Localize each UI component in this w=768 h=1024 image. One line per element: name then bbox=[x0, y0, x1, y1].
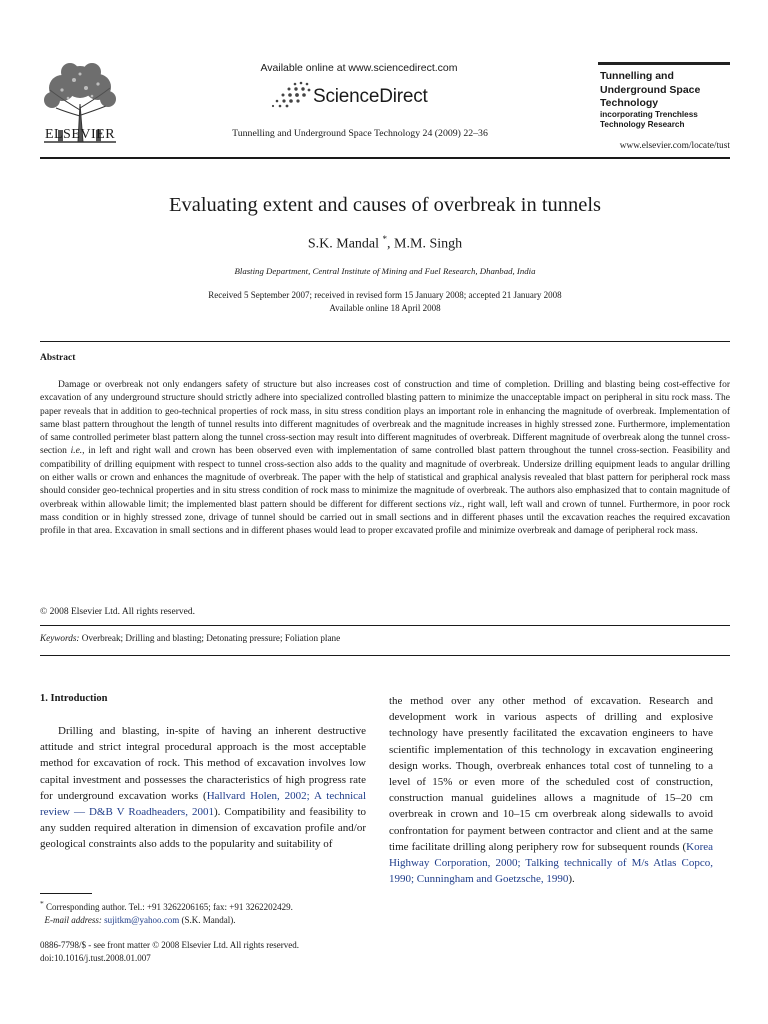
keywords-line bbox=[40, 633, 340, 643]
paragraph-text: the method over any other method of excavation. Research and development work in various aspects of drilling and explosive technology have presently facilitated the excavation engineers to have scientific implementation of this technology in excavation engineering design works. Though, overbreak enhances total cost of tunneling to a level of 15% or even more of the scheduled cost of construction, construction manual guidelines allows a magnitude of 15–20 cm overbreak in crown and 10–15 cm overbreak along sidewalls to avoid confrontation for payment between contractor and client and at the same time facilitate drilling along periphery row for subsequent rounds ( bbox=[389, 695, 713, 853]
journal-name-line: Tunnelling and bbox=[600, 70, 674, 82]
copyright-line: © 2008 Elsevier Ltd. All rights reserved. bbox=[40, 607, 195, 617]
citation-link[interactable]: Korea Highway Corporation, 2000; Talking technically of M/s Atlas Copco, 1990; Cunningham and Goetzsche, 1990 bbox=[389, 840, 713, 886]
intro-paragraph-left bbox=[40, 723, 366, 853]
keywords-top-rule bbox=[40, 625, 730, 626]
doi-line[interactable]: doi:10.1016/j.tust.2008.01.007 bbox=[40, 953, 151, 963]
paragraph-text: Drilling and blasting, in-spite of having an inherent destructive attitude and strict integral procedural approach is the most acceptable method for excavation of rock. This method of excavation involves low capital investment and possesses the characteristics of high progress rate for underground excavation works ( bbox=[40, 725, 366, 802]
available-online-text: Available online at www.sciencedirect.com bbox=[260, 62, 458, 74]
author-name[interactable]: S.K. Mandal bbox=[307, 236, 380, 252]
journal-box-subtitle bbox=[600, 110, 735, 130]
email-link[interactable]: sujitkm@yahoo.com bbox=[104, 914, 180, 925]
issn-line: 0886-7798/$ - see front matter © 2008 Elsevier Ltd. All rights reserved. bbox=[40, 940, 300, 950]
sciencedirect-dots-icon bbox=[265, 80, 311, 108]
journal-box-rule bbox=[598, 62, 730, 65]
abstract-top-rule bbox=[40, 341, 730, 342]
publisher-name: ELSEVIER bbox=[44, 127, 116, 142]
abstract-text-segment: , in left and right wall and crown has been observed even with implementation of same controlled blast pattern throughout the tunnel cross-section. Feasibility and compatibility of drilling equipment with respect to tunnel cross-section also adds to the quality and magnitude of overbreak. Undersize drilling equipment leads to angular drilling on either walls or crown and enhances the magnitude of overbreak. The paper with the help of statistical and graphical analysis revealed that blast pattern for peripheral rock mass should consider geo-technical properties and in situ stress condition of rock mass to minimize the magnitude of overbreak. The authors also emphasized that to contain magnitude of overbreak within allowable limit; the implemented blast pattern should be different for different sections bbox=[40, 446, 730, 510]
sciencedirect-wordmark: ScienceDirect bbox=[313, 86, 428, 107]
author-name[interactable]: M.M. Singh bbox=[394, 236, 463, 252]
footnote-corresponding bbox=[40, 898, 370, 914]
abstract-bottom-rule bbox=[40, 655, 730, 656]
corresponding-author-mark[interactable]: * bbox=[382, 234, 388, 244]
paragraph-text: ). Compatibility and feasibility to any sudden required alteration in dimension of excavation profile and/or geological constraints also adds to the popularity and suitability of bbox=[40, 806, 366, 851]
affiliation: Blasting Department, Central Institute of Mining and Fuel Research, Dhanbad, India bbox=[234, 266, 536, 276]
footnote-email bbox=[40, 914, 370, 927]
journal-box-name bbox=[600, 70, 735, 111]
intro-paragraph-right bbox=[389, 693, 713, 887]
received-dates: Received 5 September 2007; received in revised form 15 January 2008; accepted 21 January 2008 bbox=[208, 290, 562, 300]
article-title: Evaluating extent and causes of overbreak in tunnels bbox=[168, 194, 602, 216]
citation-link[interactable]: Hallvard Holen, 2002; A technical review — D&B V Roadheaders, 2001 bbox=[40, 789, 366, 819]
front-matter bbox=[40, 939, 370, 965]
author-separator: , bbox=[387, 236, 395, 252]
abstract-text bbox=[40, 379, 730, 539]
abstract-heading: Abstract bbox=[40, 353, 76, 363]
available-online-date: Available online 18 April 2008 bbox=[329, 302, 441, 313]
author-list bbox=[40, 234, 730, 253]
article-history bbox=[40, 289, 730, 314]
abstract-text-segment: ., right wall, left wall and crown of tunnel. Furthermore, in poor rock mass condition or in highly stressed zone, drivage of tunnel should be carried out in small sections and in different phases until the excavation reaches the required excavation profile in that area. Excavation in small sections and in different phases would lead to proper excavated profile and minimize overbreak and damage of peripheral rock mass. bbox=[40, 499, 730, 537]
keywords-list: Overbreak; Drilling and blasting; Detonating pressure; Foliation plane bbox=[81, 633, 341, 643]
header-divider bbox=[40, 157, 730, 159]
journal-subtitle-line: Technology Research bbox=[600, 120, 685, 129]
abstract-italic-term: i.e. bbox=[70, 446, 83, 457]
footnote-contact: Corresponding author. Tel.: +91 3262206165; fax: +91 3262202429. bbox=[46, 902, 293, 912]
journal-name-line: Underground Space bbox=[600, 83, 701, 96]
journal-subtitle-line: incorporating Trenchless bbox=[600, 110, 698, 119]
abstract-text-segment: Damage or overbreak not only endangers safety of structure but also increases cost of construction and time of completion. Drilling and blasting being cost-effective for excavation of any underground structure should strictly adhere into specialized controlled blasting pattern to minimize the unacceptable impact on peripheral in situ rock mass. The paper reveals that in addition to geo-technical properties of rock mass, in situ stress condition plays an important role in enhancing the magnitude of overbreak. Implementation of same blast pattern throughout the length of tunnel results into different magnitudes of overbreak and the magnitude increases in highly stressed zone. Furthermore, implementation of same controlled perimeter blast pattern along the tunnel cross-section may result into different magnitudes of overbreak. Different magnitude of overbreak along the tunnel cross-section bbox=[40, 380, 730, 457]
footnote-rule bbox=[40, 893, 92, 894]
journal-name-line: Technology bbox=[600, 97, 659, 109]
abstract-italic-term: viz bbox=[449, 499, 460, 510]
journal-citation: Tunnelling and Underground Space Technology 24 (2009) 22–36 bbox=[232, 128, 488, 139]
section-heading: 1. Introduction bbox=[40, 693, 108, 704]
footnote-mark: * bbox=[40, 899, 44, 908]
journal-url-link[interactable]: www.elsevier.com/locate/tust bbox=[619, 141, 730, 151]
keywords-label: Keywords: bbox=[40, 633, 80, 643]
paragraph-text: ). bbox=[568, 873, 575, 886]
email-label: E-mail address: bbox=[44, 914, 102, 925]
email-owner: (S.K. Mandal). bbox=[181, 914, 236, 925]
corresponding-author-footnote bbox=[40, 898, 370, 926]
